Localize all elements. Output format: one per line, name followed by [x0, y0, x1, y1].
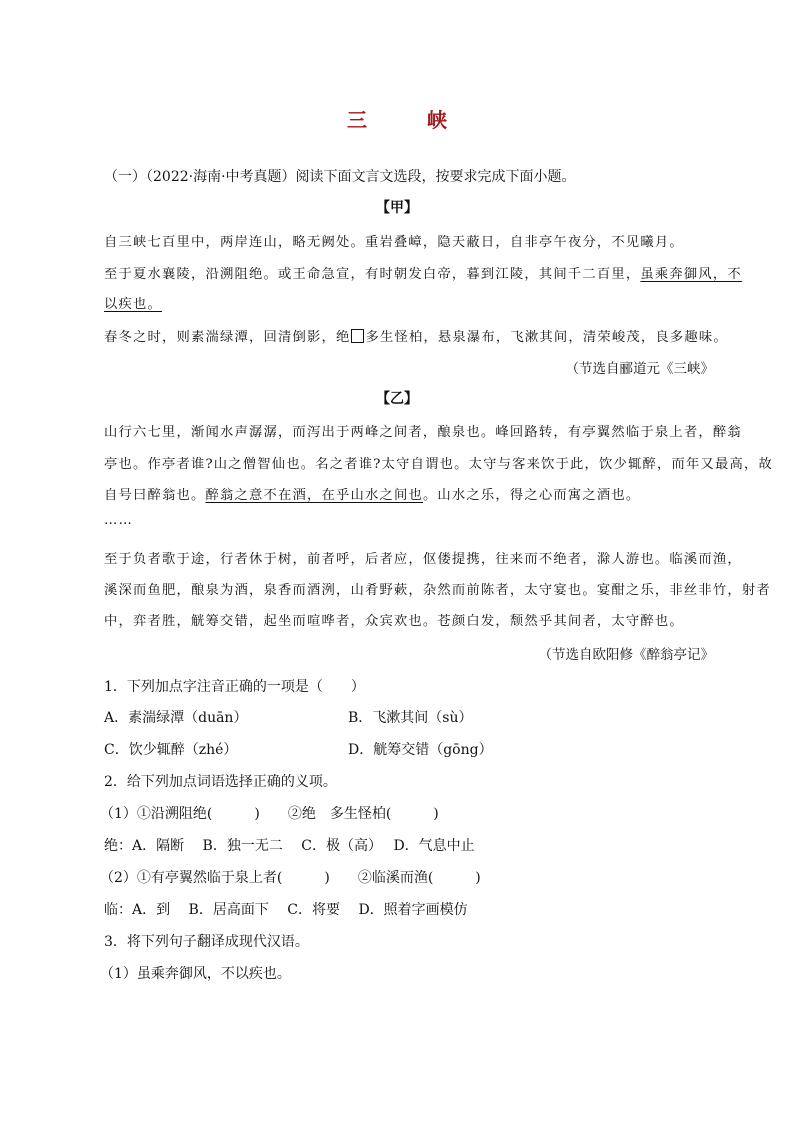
- yi-p3-underlined: 醉翁之意不在酒，在乎山水之间也: [205, 488, 423, 503]
- jia-paragraph-2-cont: [104, 293, 162, 312]
- q1-option-c: C．饮少辄醉（zhé）: [104, 742, 238, 758]
- jia-source: （节选自郦道元《三峡》: [565, 361, 714, 377]
- q2-item-2: （2）①有亭翼然临于泉上者( ) ②临溪而渔( ): [100, 870, 481, 886]
- yi-paragraph-line-2: 亭也。作亭者谁?山之僧智仙也。名之者谁?太守自谓也。太守与客来饮于此，饮少辄醉，而年又最高，故: [104, 457, 774, 472]
- jia-p2-underlined: 虽乘奔御风，不: [640, 267, 742, 282]
- yi-paragraph-line-4: 至于负者歌于途，行者休于树，前者呼，后者应，伛偻提携，往来而不绝者，滁人游也。临溪而渔，: [104, 552, 742, 567]
- jia-p3-text-a: 春冬之时，则素湍绿潭，回清倒影，绝: [104, 330, 351, 345]
- yi-p3-text-b: 。山水之乐，得之心而寓之酒也。: [422, 488, 641, 503]
- q1-option-d: D．觥筹交错（gōng）: [348, 742, 493, 758]
- q3-item-1: （1）虽乘奔御风，不以疾也。: [100, 966, 291, 982]
- q1-option-a: A．素湍绿潭（duān）: [104, 710, 248, 726]
- yi-ellipsis: ……: [104, 513, 133, 528]
- q1-option-b: B．飞漱其间（sù）: [348, 710, 473, 726]
- missing-char-box: [351, 329, 364, 343]
- question-3: 3．将下列句子翻译成现代汉语。: [104, 934, 309, 950]
- question-2: 2．给下列加点词语选择正确的义项。: [104, 774, 337, 790]
- page-title: 三 峡: [347, 108, 467, 132]
- section-heading-yi: 【乙】: [376, 391, 418, 407]
- yi-source: （节选自欧阳修《醉翁亭记》: [538, 647, 714, 663]
- jia-p2-text: 至于夏水襄陵，沿溯阻绝。或王命急宣，有时朝发白帝，暮到江陵，其间千二百里，: [104, 267, 641, 282]
- jia-p2-underlined-cont: 以疾也。: [104, 297, 162, 312]
- q2-item-2-options: 临：A．到 B．居高面下 C．将要 D．照着字画模仿: [104, 902, 468, 918]
- question-1: 1．下列加点字注音正确的一项是（ ）: [104, 679, 365, 695]
- jia-paragraph-1: 自三峡七百里中，两岸连山，略无阙处。重岩叠嶂，隐天蔽日，自非亭午夜分，不见曦月。: [104, 235, 684, 250]
- q2-item-1-options: 绝：A．隔断 B．独一无二 C．极（高） D．气息中止: [104, 838, 475, 854]
- section-heading-jia: 【甲】: [376, 200, 418, 216]
- exercise-intro: （一）（2022·海南·中考真题）阅读下面文言文选段，按要求完成下面小题。: [104, 169, 576, 185]
- yi-paragraph-line-6: 中，弈者胜，觥筹交错，起坐而喧哗者，众宾欢也。苍颜白发，颓然乎其间者，太守醉也。: [104, 614, 684, 629]
- jia-p3-text-b: 多生怪柏，悬泉瀑布，飞漱其间，清荣峻茂，良多趣味。: [365, 330, 728, 345]
- jia-paragraph-2: [104, 263, 742, 282]
- yi-p3-text-a: 自号曰醉翁也。: [104, 488, 206, 503]
- jia-paragraph-3: [104, 326, 728, 345]
- q2-item-1: （1）①沿溯阻绝( ) ②绝 多生怪柏( ): [100, 806, 439, 822]
- yi-paragraph-line-3: [104, 484, 640, 503]
- yi-paragraph-line-5: 溪深而鱼肥，酿泉为酒，泉香而酒洌，山肴野蔌，杂然而前陈者，太守宴也。宴酣之乐，非丝非竹，射者: [104, 583, 771, 598]
- yi-paragraph-line-1: 山行六七里，渐闻水声潺潺，而泻出于两峰之间者，酿泉也。峰回路转，有亭翼然临于泉上者，醉翁: [104, 425, 742, 440]
